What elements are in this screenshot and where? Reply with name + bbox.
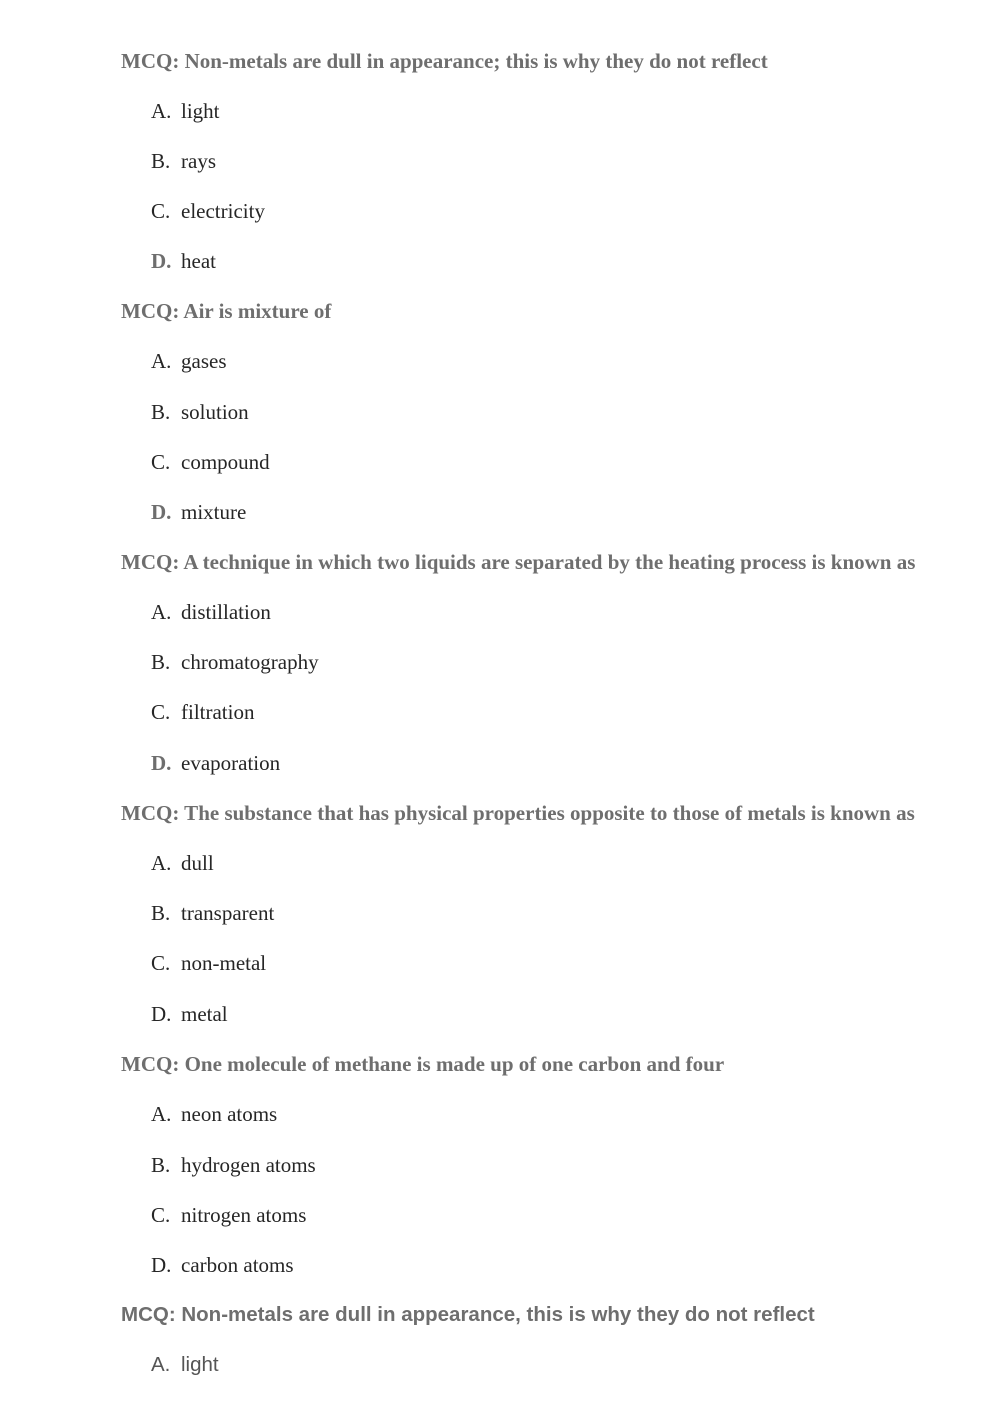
option-letter: D.: [151, 751, 172, 775]
option-text: filtration: [181, 700, 255, 724]
option-letter: C.: [151, 199, 171, 223]
option-text: light: [181, 1353, 219, 1376]
option-letter: A.: [151, 851, 172, 875]
option-5c: [151, 1205, 306, 1226]
option-2d: [151, 502, 246, 523]
option-text: distillation: [181, 600, 271, 624]
option-text: heat: [181, 249, 216, 273]
option-4d: [151, 1004, 228, 1025]
option-letter: B.: [151, 149, 171, 173]
option-1b: [151, 151, 216, 172]
option-text: chromatography: [181, 650, 319, 674]
option-text: rays: [181, 149, 216, 173]
option-letter: B.: [151, 901, 171, 925]
option-letter: A.: [151, 1353, 171, 1376]
option-letter: C.: [151, 450, 171, 474]
option-text: evaporation: [181, 751, 281, 775]
option-text: hydrogen atoms: [181, 1153, 316, 1177]
option-3c: [151, 702, 254, 723]
option-text: gases: [181, 349, 227, 373]
option-letter: D.: [151, 249, 172, 273]
option-letter: C.: [151, 951, 171, 975]
option-text: solution: [181, 400, 249, 424]
option-2c: [151, 452, 270, 473]
option-1a: [151, 101, 220, 122]
option-letter: A.: [151, 99, 172, 123]
option-text: carbon atoms: [181, 1253, 294, 1277]
question-3: MCQ: A technique in which two liquids are separated by the heating process is known as: [121, 550, 916, 574]
option-text: non-metal: [181, 951, 267, 975]
option-5b: [151, 1155, 316, 1176]
option-text: mixture: [181, 500, 247, 524]
option-5a: [151, 1104, 277, 1125]
option-5d: [151, 1255, 294, 1276]
option-text: light: [181, 99, 220, 123]
option-text: transparent: [181, 901, 275, 925]
option-letter: A.: [151, 600, 172, 624]
option-2b: [151, 402, 249, 423]
option-text: dull: [181, 851, 214, 875]
option-text: electricity: [181, 199, 265, 223]
option-3a: [151, 602, 271, 623]
option-letter: C.: [151, 1203, 171, 1227]
option-4c: [151, 953, 266, 974]
question-1: MCQ: Non-metals are dull in appearance; this is why they do not reflect: [121, 49, 768, 73]
option-text: metal: [181, 1002, 228, 1026]
option-1c: [151, 201, 265, 222]
option-letter: D.: [151, 1253, 172, 1277]
question-2: MCQ: Air is mixture of: [121, 299, 332, 323]
option-4a: [151, 853, 214, 874]
option-2a: [151, 351, 227, 372]
option-text: neon atoms: [181, 1102, 278, 1126]
option-6a: [151, 1355, 219, 1376]
option-3b: [151, 652, 319, 673]
option-text: compound: [181, 450, 270, 474]
option-3d: [151, 753, 280, 774]
option-1d: [151, 251, 216, 272]
option-letter: D.: [151, 1002, 172, 1026]
option-letter: D.: [151, 500, 172, 524]
option-4b: [151, 903, 274, 924]
question-5: MCQ: One molecule of methane is made up of one carbon and four: [121, 1052, 725, 1076]
question-6: MCQ: Non-metals are dull in appearance, this is why they do not reflect: [121, 1303, 815, 1326]
option-letter: C.: [151, 700, 171, 724]
option-letter: B.: [151, 650, 171, 674]
option-letter: B.: [151, 400, 171, 424]
option-letter: A.: [151, 349, 172, 373]
question-4: MCQ: The substance that has physical properties opposite to those of metals is known as: [121, 801, 915, 825]
option-text: nitrogen atoms: [181, 1203, 307, 1227]
option-letter: A.: [151, 1102, 172, 1126]
option-letter: B.: [151, 1153, 171, 1177]
